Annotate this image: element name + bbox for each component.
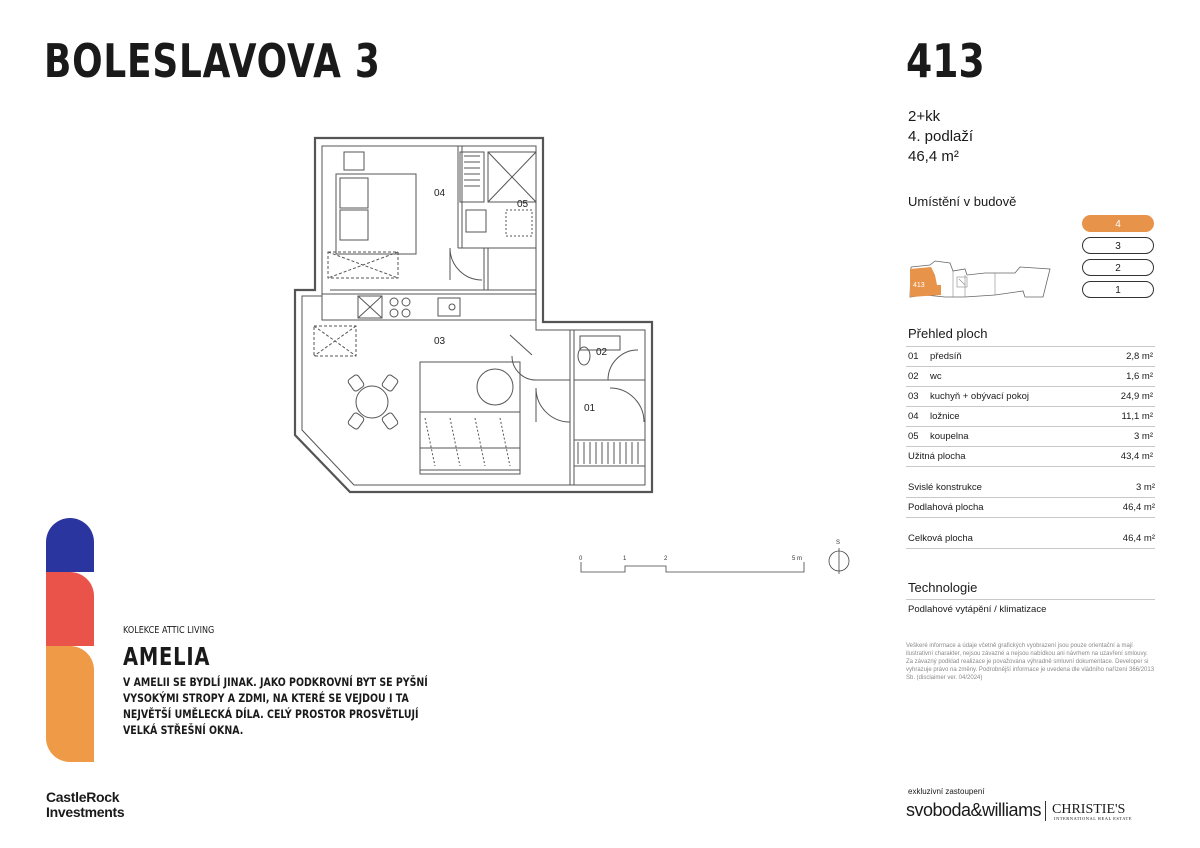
compass-icon [826, 548, 852, 574]
floor-area-label: Podlahová plocha [908, 502, 984, 513]
floor-area-value: 46,4 m² [1122, 502, 1155, 513]
unit-layout: 2+kk [908, 108, 941, 125]
floor-button-2[interactable]: 2 [1082, 259, 1154, 276]
brand-stripes-logo [46, 518, 94, 762]
scale-label-2: 2 [664, 556, 668, 562]
unit-area: 46,4 m² [908, 148, 959, 165]
floor-plan [270, 130, 660, 500]
room-label-02: 02 [596, 347, 608, 358]
areas-heading: Přehled ploch [908, 326, 988, 341]
building-minimap [905, 255, 1055, 305]
room-label-01: 01 [584, 403, 596, 414]
total-area-value: 46,4 m² [1122, 533, 1155, 544]
collection-description: V AMELII SE BYDLÍ JINAK. JAKO PODKROVNÍ BYT SE PYŠNÍ VYSOKÝMI STROPY A ZDMI, NA KTERÉ SE VEJDOU I TA NEJVĚTŠÍ UMĚLECKÁ DÍLA. CELÝ PROSTOR PROSVĚTLUJÍ VELKÁ STŘEŠNÍ OKNA. [123, 675, 428, 737]
floor-button-3[interactable]: 3 [1082, 237, 1154, 254]
room-label-03: 03 [434, 336, 446, 347]
unit-floor: 4. podlaží [908, 128, 974, 145]
total-area-label: Celková plocha [908, 533, 973, 544]
collection-name: AMELIA [123, 642, 211, 671]
scale-label-1: 1 [623, 556, 627, 562]
scale-label-0: 0 [579, 556, 583, 562]
table-row: Užitná plocha 43,4 m² [906, 447, 1155, 467]
room-label-04: 04 [434, 188, 446, 199]
unit-number: 413 [906, 34, 985, 88]
developer-logo [46, 790, 124, 820]
room-label-05: 05 [517, 199, 529, 210]
christies-logo: CHRISTIE'S [1052, 802, 1126, 817]
floor-button-4[interactable]: 4 [1082, 215, 1154, 232]
technology-heading: Technologie [908, 580, 978, 595]
location-heading: Umístění v budově [908, 194, 1017, 209]
partner-divider [1045, 801, 1046, 821]
scale-bar [578, 560, 808, 576]
collection-label: KOLEKCE ATTIC LIVING [123, 625, 215, 636]
agency-logo: svoboda&williams [906, 800, 1042, 820]
christies-subtitle: INTERNATIONAL REAL ESTATE [1054, 816, 1133, 821]
table-row: 01 předsíň 2,8 m² [906, 347, 1155, 367]
project-title: BOLESLAVOVA 3 [44, 34, 381, 88]
developer-name-line1: CastleRock [46, 789, 120, 805]
table-row: 04 ložnice 11,1 m² [906, 407, 1155, 427]
minimap-unit-tag: 413 [913, 282, 925, 289]
table-row: 05 koupelna 3 m² [906, 427, 1155, 447]
floor-button-1[interactable]: 1 [1082, 281, 1154, 298]
areas-table [906, 346, 1155, 466]
north-label: S [836, 540, 841, 546]
table-row: 02 wc 1,6 m² [906, 367, 1155, 387]
table-row: 03 kuchyň + obývací pokoj 24,9 m² [906, 387, 1155, 407]
exclusive-label: exkluzivní zastoupení [908, 787, 985, 796]
disclaimer: Veškeré informace a údaje včetně grafických vyobrazení jsou pouze orientační a mají ilustrativní charakter, nejsou závazné a nejsou nabídkou ani návrhem na uzavření smlouvy. Za závazný podklad realizace je považována výhradně smluvní dokumentace. Developer si vyhrazuje právo na změny. Podrobnější informace je uvedena dle vládního nařízení 366/2013 Sb. (disclaimer ver. 04/2024) [906, 643, 1155, 681]
vertical-value: 3 m² [1136, 482, 1155, 493]
technology-value: Podlahové vytápění / klimatizace [908, 604, 1047, 615]
developer-name-line2: Investments [46, 804, 125, 820]
scale-label-5m: 5 m [792, 556, 803, 562]
vertical-label: Svislé konstrukce [908, 482, 982, 493]
